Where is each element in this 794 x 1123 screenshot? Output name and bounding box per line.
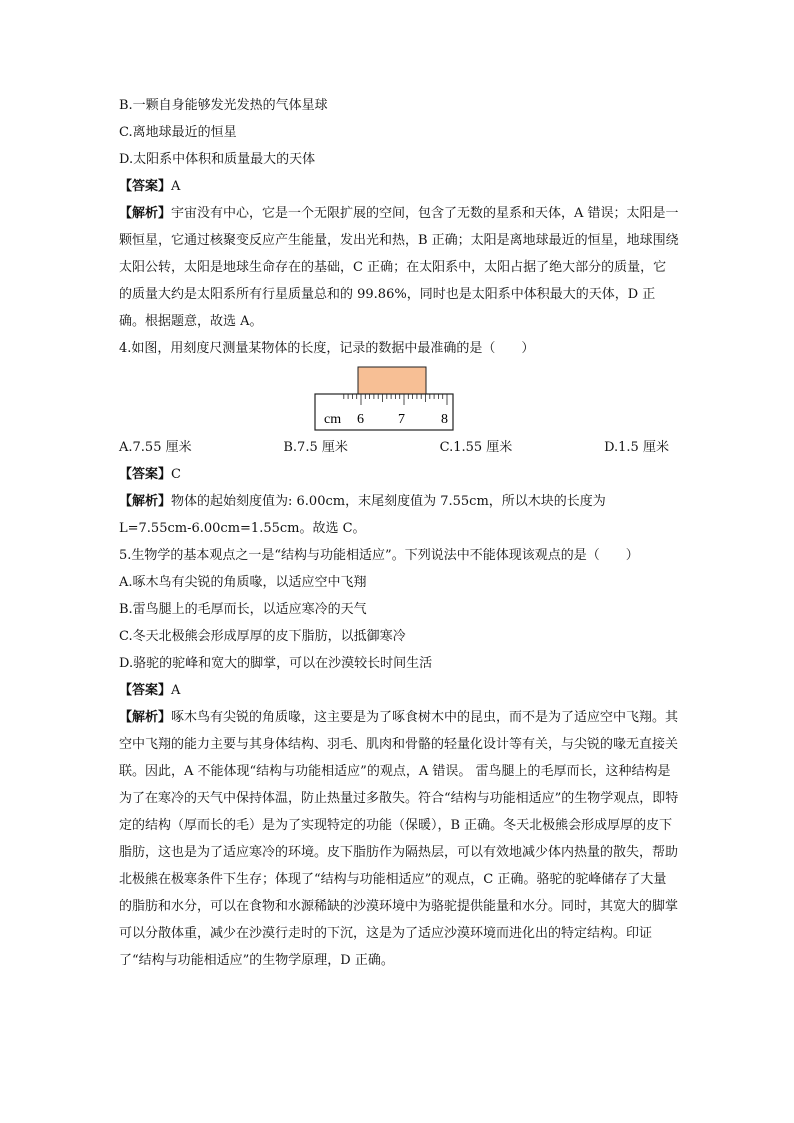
- q5-analysis: [119, 704, 679, 974]
- q5-option-a: A.啄木鸟有尖锐的角质喙，以适应空中飞翔: [119, 575, 367, 590]
- analysis-text: 物体的起始刻度值为: 6.00cm，末尾刻度值为 7.55cm，所以木块的长度为 L=7.55cm-6.00cm=1.55cm。故选 C。: [119, 494, 606, 536]
- analysis-label: 【解析】: [119, 494, 172, 509]
- answer-value: C: [171, 467, 181, 482]
- q4-analysis: [119, 488, 679, 542]
- q5-question: 5.生物学的基本观点之一是“结构与功能相适应”。下列说法中不能体现该观点的是（ ）: [119, 548, 639, 563]
- ruler-unit: cm: [324, 412, 342, 427]
- q4-options: [119, 434, 679, 461]
- ruler-label-6: 6: [357, 412, 364, 427]
- q3-option-c: C.离地球最近的恒星: [119, 125, 237, 140]
- analysis-text: 啄木鸟有尖锐的角质喙，这主要是为了啄食树木中的昆虫，而不是为了适应空中飞翔。其空中飞翔的能力主要与其身体结构、羽毛、肌肉和骨骼的轻量化设计等有关，与尖锐的喙无直接关联。因此，A 不能体现“结构与功能相适应”的观点，A 错误。 雷鸟腿上的毛厚而长，这种结构是为了在寒冷的天气中保持体温，防止热量过多散失。符合“结构与功能相适应”的生物学观点，即特定的结构（厚而长的毛）是为了实现特定的功能（保暖），B 正确。冬天北极熊会形成厚厚的皮下脂肪，这也是为了适应寒冷的环境。皮下脂肪作为隔热层，可以有效地减少体内热量的散失，帮助北极熊在极寒条件下生存；体现了“结构与功能相适应”的观点，C 正确。骆驼的驼峰储存了大量的脂肪和水分，可以在食物和水源稀缺的沙漠环境中为骆驼提供能量和水分。同时，其宽大的脚掌可以分散体重，减少在沙漠行走时的下沉，这是为了适应沙漠环境而进化出的特定结构。印证了“结构与功能相适应”的生物学原理，D 正确。: [119, 710, 679, 968]
- ruler-figure: [314, 362, 459, 434]
- q4-option-b: B.7.5 厘米: [283, 440, 348, 455]
- q5-option-b: B.雷鸟腿上的毛厚而长，以适应寒冷的天气: [119, 602, 367, 617]
- ruler-diagram: [314, 362, 459, 434]
- q5-option-c: C.冬天北极熊会形成厚厚的皮下脂肪，以抵御寒冷: [119, 629, 406, 644]
- q3-option-d: D.太阳系中体积和质量最大的天体: [119, 152, 316, 167]
- ruler-label-8: 8: [441, 412, 448, 427]
- q4-option-a: A.7.55 厘米: [119, 440, 192, 455]
- ruler-label-7: 7: [398, 412, 405, 427]
- answer-label: 【答案】: [119, 467, 172, 482]
- answer-label: 【答案】: [119, 683, 172, 698]
- answer-value: A: [171, 683, 181, 698]
- q4-answer: [119, 461, 679, 488]
- answer-label: 【答案】: [119, 179, 172, 194]
- analysis-label: 【解析】: [119, 710, 172, 725]
- q3-analysis: [119, 200, 679, 335]
- q5-option-d: D.骆驼的驼峰和宽大的脚掌，可以在沙漠较长时间生活: [119, 656, 433, 671]
- q4-option-c: C.1.55 厘米: [439, 440, 513, 455]
- analysis-label: 【解析】: [119, 206, 172, 221]
- content: [119, 92, 679, 974]
- answer-value: A: [171, 179, 181, 194]
- q5-answer: [119, 677, 679, 704]
- q3-answer: [119, 173, 679, 200]
- measured-block: [358, 367, 426, 394]
- q4-option-d: D.1.5 厘米: [604, 440, 669, 455]
- analysis-text: 宇宙没有中心，它是一个无限扩展的空间，包含了无数的星系和天体，A 错误；太阳是一颗恒星，它通过核聚变反应产生能量，发出光和热，B 正确；太阳是离地球最近的恒星，地球围绕太阳公转，太阳是地球生命存在的基础，C 正确；在太阳系中，太阳占据了绝大部分的质量，它的质量大约是太阳系所有行星质量总和的 99.86%，同时也是太阳系中体积最大的天体，D 正确。根据题意，故选 A。: [119, 206, 679, 329]
- q4-question: 4.如图，用刻度尺测量某物体的长度，记录的数据中最准确的是（ ）: [119, 341, 535, 356]
- q3-option-b: B.一颗自身能够发光发热的气体星球: [119, 98, 328, 113]
